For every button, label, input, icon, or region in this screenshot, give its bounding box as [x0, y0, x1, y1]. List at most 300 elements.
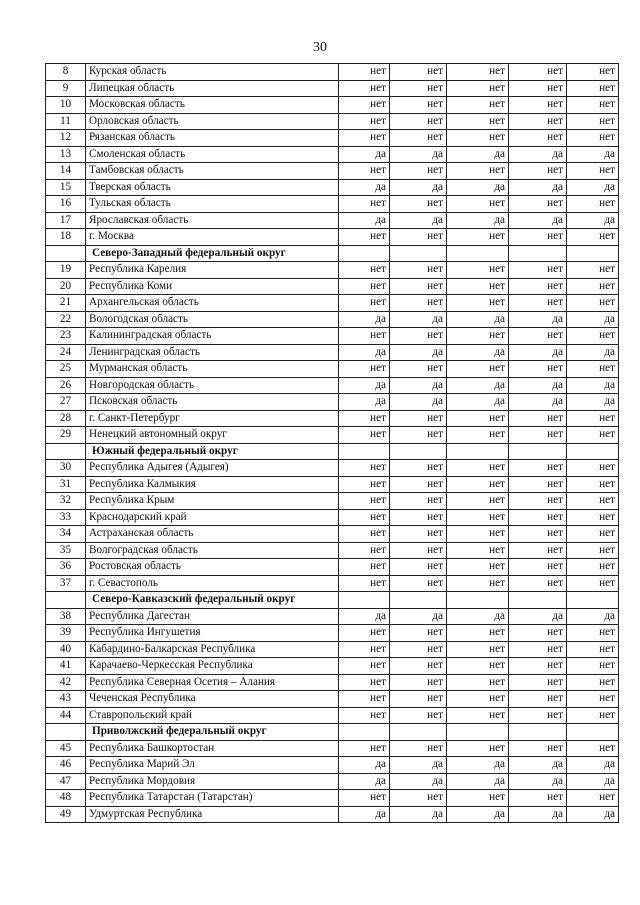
value-cell: да	[390, 179, 447, 196]
region-name: Республика Татарстан (Татарстан)	[86, 790, 339, 807]
value-cell: нет	[567, 559, 619, 576]
row-number: 48	[46, 790, 86, 807]
value-cell: нет	[567, 493, 619, 510]
region-name: Ростовская область	[86, 559, 339, 576]
value-cell: да	[509, 773, 567, 790]
region-name: Ярославская область	[86, 212, 339, 229]
value-cell: нет	[509, 361, 567, 378]
value-cell: нет	[447, 262, 509, 279]
table-row	[46, 757, 619, 774]
region-name: Республика Коми	[86, 278, 339, 295]
value-cell: нет	[509, 262, 567, 279]
value-cell: да	[447, 146, 509, 163]
row-number: 10	[46, 97, 86, 114]
value-cell: нет	[339, 493, 390, 510]
region-name: Чеченская Республика	[86, 691, 339, 708]
value-cell: да	[447, 757, 509, 774]
region-name: Краснодарский край	[86, 509, 339, 526]
value-cell: да	[339, 344, 390, 361]
value-cell: да	[339, 394, 390, 411]
value-cell: нет	[509, 575, 567, 592]
value-cell: нет	[509, 460, 567, 477]
value-cell: нет	[339, 559, 390, 576]
value-cell	[567, 245, 619, 262]
region-name: Рязанская область	[86, 130, 339, 147]
value-cell: да	[339, 146, 390, 163]
row-number: 40	[46, 641, 86, 658]
value-cell: нет	[390, 196, 447, 213]
table-row	[46, 212, 619, 229]
region-name: Псковская область	[86, 394, 339, 411]
row-number: 13	[46, 146, 86, 163]
district-name: Северо-Кавказский федеральный округ	[86, 592, 339, 609]
value-cell: да	[339, 212, 390, 229]
page-number: 30	[313, 40, 327, 55]
value-cell: нет	[509, 707, 567, 724]
table-row	[46, 460, 619, 477]
value-cell: да	[509, 212, 567, 229]
region-name: Республика Ингушетия	[86, 625, 339, 642]
value-cell	[390, 592, 447, 609]
table-row	[46, 542, 619, 559]
table-row	[46, 80, 619, 97]
value-cell: да	[339, 179, 390, 196]
region-name: Смоленская область	[86, 146, 339, 163]
district-header-row	[46, 724, 619, 741]
value-cell: да	[509, 806, 567, 823]
value-cell: нет	[509, 97, 567, 114]
row-number: 27	[46, 394, 86, 411]
value-cell: нет	[447, 493, 509, 510]
value-cell: да	[567, 806, 619, 823]
value-cell: да	[390, 344, 447, 361]
value-cell: да	[339, 608, 390, 625]
region-name: Тверская область	[86, 179, 339, 196]
value-cell: нет	[567, 740, 619, 757]
value-cell: нет	[447, 691, 509, 708]
value-cell: нет	[447, 658, 509, 675]
value-cell: нет	[390, 130, 447, 147]
value-cell	[447, 245, 509, 262]
region-name: г. Севастополь	[86, 575, 339, 592]
value-cell: нет	[447, 674, 509, 691]
value-cell: нет	[447, 410, 509, 427]
region-name: Республика Крым	[86, 493, 339, 510]
value-cell	[567, 592, 619, 609]
value-cell: нет	[509, 641, 567, 658]
value-cell	[509, 245, 567, 262]
value-cell: да	[447, 311, 509, 328]
row-number: 39	[46, 625, 86, 642]
value-cell: нет	[339, 691, 390, 708]
value-cell: нет	[339, 427, 390, 444]
value-cell: нет	[567, 476, 619, 493]
row-number: 20	[46, 278, 86, 295]
value-cell: да	[567, 179, 619, 196]
value-cell	[339, 592, 390, 609]
value-cell: нет	[447, 575, 509, 592]
table-row	[46, 179, 619, 196]
row-number: 34	[46, 526, 86, 543]
value-cell: нет	[567, 691, 619, 708]
value-cell: нет	[567, 410, 619, 427]
value-cell: нет	[390, 229, 447, 246]
value-cell: нет	[339, 740, 390, 757]
value-cell: нет	[509, 130, 567, 147]
value-cell: нет	[447, 476, 509, 493]
region-name: Тамбовская область	[86, 163, 339, 180]
value-cell: нет	[339, 790, 390, 807]
value-cell	[447, 592, 509, 609]
table-row	[46, 509, 619, 526]
value-cell: нет	[339, 361, 390, 378]
value-cell: нет	[339, 113, 390, 130]
region-name: Курская область	[86, 64, 339, 81]
row-number: 45	[46, 740, 86, 757]
value-cell: нет	[390, 493, 447, 510]
value-cell: да	[447, 608, 509, 625]
table-row	[46, 262, 619, 279]
region-name: Республика Дагестан	[86, 608, 339, 625]
table-row	[46, 575, 619, 592]
regions-table-body	[46, 64, 619, 823]
value-cell: нет	[567, 625, 619, 642]
number-cell	[46, 443, 86, 460]
value-cell: нет	[567, 790, 619, 807]
value-cell	[509, 592, 567, 609]
row-number: 21	[46, 295, 86, 312]
table-row	[46, 311, 619, 328]
value-cell: нет	[567, 707, 619, 724]
row-number: 28	[46, 410, 86, 427]
value-cell: нет	[567, 262, 619, 279]
value-cell: да	[339, 311, 390, 328]
table-row	[46, 130, 619, 147]
value-cell: нет	[509, 163, 567, 180]
value-cell: нет	[509, 493, 567, 510]
value-cell: нет	[390, 740, 447, 757]
value-cell: да	[339, 757, 390, 774]
row-number: 42	[46, 674, 86, 691]
table-row	[46, 229, 619, 246]
value-cell: да	[567, 311, 619, 328]
value-cell: да	[390, 773, 447, 790]
district-header-row	[46, 245, 619, 262]
value-cell: нет	[447, 130, 509, 147]
value-cell: нет	[339, 542, 390, 559]
value-cell: нет	[447, 526, 509, 543]
value-cell	[339, 724, 390, 741]
region-name: Липецкая область	[86, 80, 339, 97]
row-number: 38	[46, 608, 86, 625]
table-row	[46, 344, 619, 361]
table-row	[46, 410, 619, 427]
value-cell: нет	[509, 80, 567, 97]
row-number: 18	[46, 229, 86, 246]
value-cell: да	[447, 806, 509, 823]
value-cell: да	[567, 377, 619, 394]
row-number: 33	[46, 509, 86, 526]
value-cell: нет	[390, 361, 447, 378]
row-number: 16	[46, 196, 86, 213]
value-cell: нет	[567, 97, 619, 114]
value-cell: нет	[390, 674, 447, 691]
value-cell: да	[509, 344, 567, 361]
value-cell: нет	[447, 113, 509, 130]
value-cell: нет	[509, 113, 567, 130]
table-row	[46, 674, 619, 691]
region-name: Волгоградская область	[86, 542, 339, 559]
value-cell: нет	[339, 641, 390, 658]
number-cell	[46, 724, 86, 741]
region-name: Карачаево-Черкесская Республика	[86, 658, 339, 675]
value-cell: нет	[567, 295, 619, 312]
value-cell: нет	[447, 625, 509, 642]
value-cell: да	[447, 773, 509, 790]
value-cell: да	[447, 344, 509, 361]
district-header-row	[46, 443, 619, 460]
value-cell: нет	[339, 328, 390, 345]
value-cell: нет	[339, 64, 390, 81]
value-cell	[447, 724, 509, 741]
region-name: Мурманская область	[86, 361, 339, 378]
value-cell	[339, 443, 390, 460]
value-cell: нет	[447, 427, 509, 444]
value-cell: нет	[567, 509, 619, 526]
value-cell: нет	[509, 542, 567, 559]
value-cell	[509, 724, 567, 741]
table-row	[46, 64, 619, 81]
row-number: 44	[46, 707, 86, 724]
value-cell: нет	[390, 542, 447, 559]
value-cell: нет	[447, 790, 509, 807]
value-cell: да	[390, 146, 447, 163]
value-cell	[390, 443, 447, 460]
value-cell	[447, 443, 509, 460]
row-number: 14	[46, 163, 86, 180]
value-cell: нет	[567, 163, 619, 180]
district-name: Южный федеральный округ	[86, 443, 339, 460]
table-row	[46, 146, 619, 163]
row-number: 32	[46, 493, 86, 510]
table-row	[46, 658, 619, 675]
region-name: Московская область	[86, 97, 339, 114]
region-name: Кабардино-Балкарская Республика	[86, 641, 339, 658]
row-number: 26	[46, 377, 86, 394]
value-cell: нет	[567, 196, 619, 213]
value-cell: да	[447, 394, 509, 411]
table-row	[46, 740, 619, 757]
number-cell	[46, 245, 86, 262]
value-cell: нет	[567, 80, 619, 97]
table-row	[46, 773, 619, 790]
value-cell: да	[509, 179, 567, 196]
table-row	[46, 608, 619, 625]
table-row	[46, 641, 619, 658]
value-cell: нет	[567, 427, 619, 444]
value-cell	[339, 245, 390, 262]
table-row	[46, 625, 619, 642]
value-cell: нет	[447, 278, 509, 295]
table-row	[46, 163, 619, 180]
region-name: Орловская область	[86, 113, 339, 130]
value-cell: нет	[509, 278, 567, 295]
value-cell: да	[567, 394, 619, 411]
table-row	[46, 691, 619, 708]
row-number: 25	[46, 361, 86, 378]
value-cell: да	[509, 377, 567, 394]
value-cell: да	[509, 608, 567, 625]
table-row	[46, 526, 619, 543]
row-number: 24	[46, 344, 86, 361]
table-row	[46, 806, 619, 823]
table-row	[46, 559, 619, 576]
value-cell: нет	[567, 658, 619, 675]
region-name: Астраханская область	[86, 526, 339, 543]
value-cell: да	[390, 608, 447, 625]
value-cell: нет	[339, 229, 390, 246]
value-cell: нет	[509, 410, 567, 427]
value-cell: нет	[447, 97, 509, 114]
value-cell: нет	[390, 113, 447, 130]
value-cell: нет	[390, 707, 447, 724]
table-row	[46, 361, 619, 378]
value-cell: нет	[339, 460, 390, 477]
value-cell: нет	[509, 674, 567, 691]
value-cell: нет	[567, 460, 619, 477]
table-row	[46, 278, 619, 295]
value-cell: нет	[447, 361, 509, 378]
region-name: Тульская область	[86, 196, 339, 213]
value-cell: да	[509, 311, 567, 328]
row-number: 41	[46, 658, 86, 675]
value-cell: нет	[390, 328, 447, 345]
value-cell: нет	[509, 229, 567, 246]
value-cell: нет	[567, 229, 619, 246]
value-cell: да	[447, 212, 509, 229]
value-cell: нет	[447, 460, 509, 477]
value-cell: да	[567, 212, 619, 229]
row-number: 17	[46, 212, 86, 229]
value-cell: нет	[447, 542, 509, 559]
value-cell: нет	[447, 509, 509, 526]
value-cell: нет	[390, 427, 447, 444]
region-name: г. Москва	[86, 229, 339, 246]
value-cell: да	[390, 377, 447, 394]
value-cell: да	[509, 146, 567, 163]
value-cell: нет	[390, 278, 447, 295]
region-name: Ленинградская область	[86, 344, 339, 361]
region-name: Калининградская область	[86, 328, 339, 345]
row-number: 8	[46, 64, 86, 81]
value-cell	[390, 245, 447, 262]
value-cell: нет	[339, 262, 390, 279]
value-cell: нет	[509, 625, 567, 642]
region-name: Республика Башкортостан	[86, 740, 339, 757]
row-number: 15	[46, 179, 86, 196]
value-cell	[567, 724, 619, 741]
row-number: 35	[46, 542, 86, 559]
value-cell: нет	[447, 707, 509, 724]
row-number: 9	[46, 80, 86, 97]
value-cell: нет	[390, 658, 447, 675]
value-cell: нет	[390, 526, 447, 543]
value-cell: нет	[509, 427, 567, 444]
value-cell: нет	[509, 559, 567, 576]
row-number: 30	[46, 460, 86, 477]
value-cell: нет	[390, 410, 447, 427]
value-cell: нет	[567, 130, 619, 147]
value-cell: нет	[390, 509, 447, 526]
value-cell: нет	[567, 64, 619, 81]
table-row	[46, 790, 619, 807]
value-cell: нет	[339, 130, 390, 147]
value-cell: да	[567, 344, 619, 361]
value-cell: нет	[390, 641, 447, 658]
regions-table	[45, 63, 619, 823]
value-cell	[567, 443, 619, 460]
value-cell: нет	[390, 97, 447, 114]
value-cell: нет	[339, 625, 390, 642]
table-row	[46, 295, 619, 312]
value-cell: нет	[447, 295, 509, 312]
value-cell: да	[509, 757, 567, 774]
value-cell: нет	[509, 691, 567, 708]
value-cell: нет	[339, 196, 390, 213]
value-cell: нет	[390, 575, 447, 592]
value-cell: нет	[509, 476, 567, 493]
value-cell: да	[567, 608, 619, 625]
value-cell: да	[339, 377, 390, 394]
value-cell: да	[447, 377, 509, 394]
district-name: Северо-Западный федеральный округ	[86, 245, 339, 262]
value-cell: да	[390, 757, 447, 774]
value-cell: да	[509, 394, 567, 411]
table-row	[46, 476, 619, 493]
value-cell: нет	[339, 707, 390, 724]
row-number: 29	[46, 427, 86, 444]
value-cell: нет	[447, 740, 509, 757]
value-cell: нет	[509, 740, 567, 757]
value-cell: нет	[339, 658, 390, 675]
region-name: Новгородская область	[86, 377, 339, 394]
value-cell: нет	[509, 295, 567, 312]
row-number: 31	[46, 476, 86, 493]
value-cell	[509, 443, 567, 460]
region-name: Республика Калмыкия	[86, 476, 339, 493]
value-cell: нет	[339, 674, 390, 691]
value-cell: нет	[339, 295, 390, 312]
value-cell: нет	[447, 641, 509, 658]
value-cell: нет	[567, 328, 619, 345]
value-cell: да	[390, 212, 447, 229]
table-row	[46, 113, 619, 130]
value-cell: да	[390, 311, 447, 328]
value-cell: да	[567, 757, 619, 774]
value-cell: нет	[509, 526, 567, 543]
region-name: Ставропольский край	[86, 707, 339, 724]
row-number: 36	[46, 559, 86, 576]
value-cell: нет	[447, 229, 509, 246]
value-cell: нет	[447, 64, 509, 81]
table-row	[46, 394, 619, 411]
value-cell: да	[390, 806, 447, 823]
table-row	[46, 427, 619, 444]
value-cell: нет	[447, 559, 509, 576]
region-name: Архангельская область	[86, 295, 339, 312]
row-number: 46	[46, 757, 86, 774]
value-cell: нет	[390, 262, 447, 279]
